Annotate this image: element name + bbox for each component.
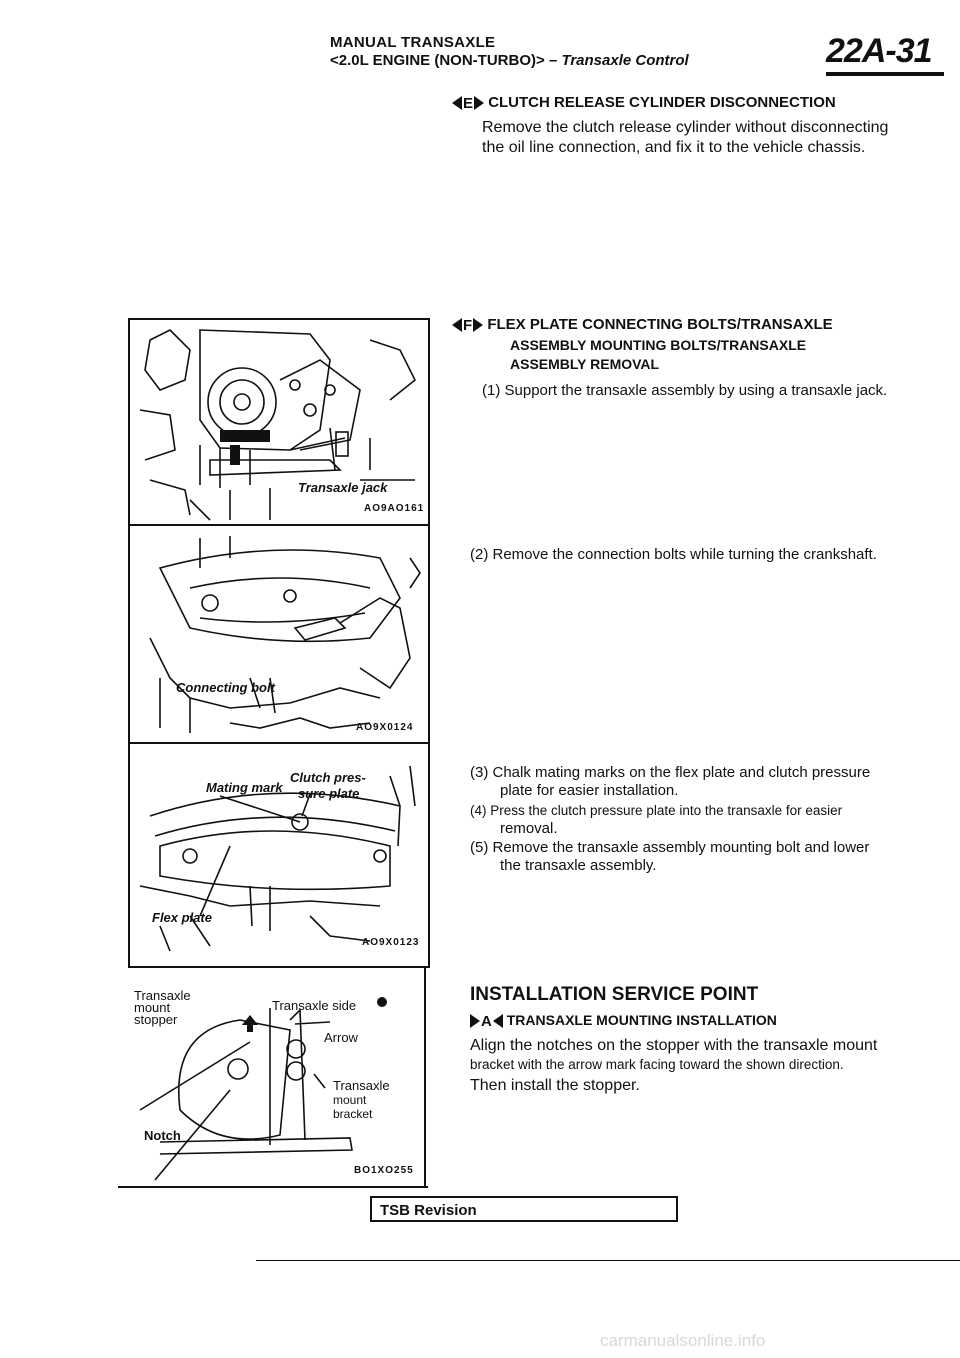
installation-subtitle: TRANSAXLE MOUNTING INSTALLATION: [506, 1012, 777, 1028]
label-transaxle-side: Transaxle side: [272, 998, 357, 1013]
callout-clutch-pressure-1: Clutch pres-: [290, 770, 366, 785]
section-e-letter: E: [463, 94, 474, 112]
arrow-left-icon: [452, 318, 462, 332]
page-number: 22A-31: [826, 32, 932, 70]
figure-1-id: AO9AO161: [364, 503, 425, 514]
installation-line3: Then install the stopper.: [470, 1077, 640, 1094]
section-e-title: CLUTCH RELEASE CYLINDER DISCONNECTION: [488, 94, 836, 111]
figure-4-id: BO1XO255: [354, 1165, 414, 1176]
installation-subheading: [470, 1012, 777, 1030]
section-f-title-line1: FLEX PLATE CONNECTING BOLTS/TRANSAXLE: [487, 316, 833, 333]
section-f-title-line3: ASSEMBLY REMOVAL: [510, 356, 660, 372]
step-5-cont: the transaxle assembly.: [500, 857, 657, 874]
installation-line2: bracket with the arrow mark facing toward the shown direction.: [470, 1057, 844, 1072]
header-subtitle: [330, 52, 689, 69]
header-title: MANUAL TRANSAXLE: [330, 34, 496, 51]
label-notch: Notch: [144, 1128, 181, 1143]
step-4-cont: removal.: [500, 820, 558, 837]
footer-rule: [256, 1260, 960, 1261]
callout-clutch-pressure-2: sure plate: [298, 786, 360, 801]
figure-2-id: AO9X0124: [356, 722, 414, 733]
label-stopper-line1: Transaxle: [134, 988, 191, 1003]
header-rule: [826, 72, 944, 76]
callout-connecting-bolt: Connecting bolt: [176, 680, 275, 695]
installation-letter: A: [481, 1012, 492, 1030]
step-3: (3) Chalk mating marks on the flex plate and clutch pressure: [470, 764, 871, 781]
arrow-right-icon: [474, 96, 484, 110]
label-stopper-line2: mount: [134, 1000, 171, 1015]
figure-3-id: AO9X0123: [362, 937, 420, 948]
figure-2-drawing: [130, 528, 426, 742]
watermark: carmanualsonline.info: [600, 1331, 766, 1350]
step-4: (4) Press the clutch pressure plate into the transaxle for easier: [470, 803, 843, 818]
figure-3-drawing: [130, 746, 426, 964]
installation-line1: Align the notches on the stopper with the transaxle mount: [470, 1037, 878, 1054]
label-bracket-line2: mount: [333, 1093, 367, 1107]
label-arrow: Arrow: [324, 1030, 358, 1045]
figure-4-bottom-border: [118, 1186, 428, 1188]
label-stopper-line3: stopper: [134, 1012, 178, 1027]
arrow-right-icon: [473, 318, 483, 332]
section-e-body-line1: Remove the clutch release cylinder without disconnecting: [482, 119, 889, 136]
step-2: (2) Remove the connection bolts while turning the crankshaft.: [470, 546, 877, 563]
callout-transaxle-jack: Transaxle jack: [298, 480, 388, 495]
callout-mating-mark: Mating mark: [206, 780, 283, 795]
step-5: (5) Remove the transaxle assembly mounting bolt and lower: [470, 839, 870, 856]
label-bracket-line1: Transaxle: [333, 1078, 390, 1093]
section-f-heading: [452, 316, 833, 334]
label-bracket-line3: bracket: [333, 1107, 373, 1121]
section-f-title-line2: ASSEMBLY MOUNTING BOLTS/TRANSAXLE: [510, 337, 807, 353]
header-engine: <2.0L ENGINE (NON-TURBO)>: [330, 52, 545, 69]
step-3-cont: plate for easier installation.: [500, 782, 679, 799]
arrow-left-icon: [493, 1014, 503, 1028]
section-f-letter: F: [463, 316, 473, 334]
arrow-right-icon: [470, 1014, 480, 1028]
callout-flex-plate: Flex plate: [152, 910, 212, 925]
step-1: (1) Support the transaxle assembly by using a transaxle jack.: [482, 382, 888, 399]
section-e-body-line2: the oil line connection, and fix it to the vehicle chassis.: [482, 139, 866, 156]
arrow-left-icon: [452, 96, 462, 110]
section-e-heading: [452, 94, 836, 112]
header-section: – Transaxle Control: [548, 52, 689, 69]
tsb-revision-box: TSB Revision: [370, 1196, 678, 1222]
installation-heading: INSTALLATION SERVICE POINT: [470, 984, 759, 1005]
